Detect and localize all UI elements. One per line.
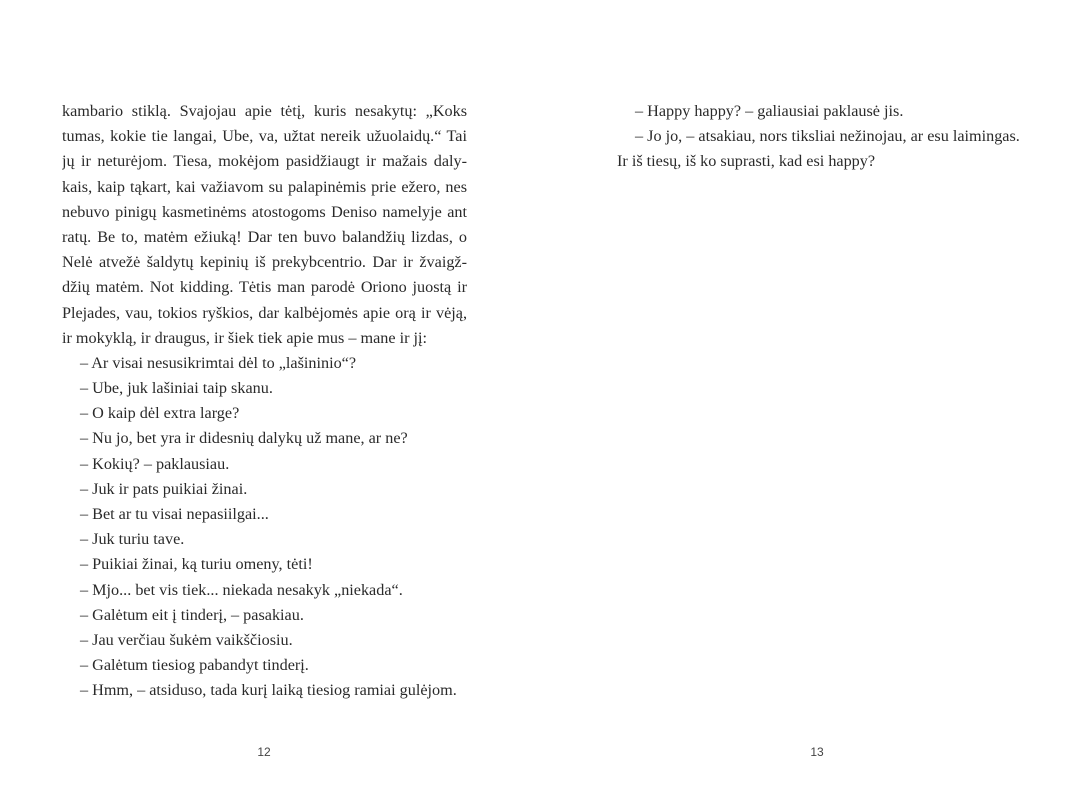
dialogue-line: – Jau verčiau šukėm vaikščiosiu.: [80, 630, 293, 649]
text-line: tumas, kokie tie langai, Ube, va, užtat nereik užuolaidų.“ Tai: [62, 127, 467, 146]
text-line: Ir iš tiesų, iš ko suprasti, kad esi happy?: [617, 152, 876, 171]
dialogue-line: – Galėtum tiesiog pabandyt tinderį.: [80, 656, 309, 675]
page-number-right: 13: [810, 745, 824, 759]
right-page-text: [617, 99, 1023, 175]
dialogue-line: – Nu jo, bet yra ir didesnių dalykų už mane, ar ne?: [80, 429, 408, 448]
dialogue-line: – Galėtum eit į tinderį, – pasakiau.: [80, 605, 304, 624]
text-line: Plejades, vau, tokios ryškios, dar kalbėjomės apie orą ir vėją,: [62, 303, 467, 322]
text-line: ratų. Be to, matėm ežiuką! Dar ten buvo balandžių lizdas, o: [62, 227, 467, 246]
dialogue-line: – Juk turiu tave.: [80, 530, 185, 549]
dialogue-line: – O kaip dėl extra large?: [80, 404, 240, 423]
dialogue-line: – Mjo... bet vis tiek... niekada nesakyk „niekada“.: [80, 580, 403, 599]
dialogue-line: – Ar visai nesusikrimtai dėl to „lašininio“?: [80, 353, 357, 372]
text-line: kais, kaip tąkart, kai važiavom su palapinėmis prie ežero, nes: [62, 177, 467, 196]
text-line: kambario stiklą. Svajojau apie tėtį, kuris nesakytų: „Koks: [62, 102, 467, 120]
dialogue-line: – Kokių? – paklausiau.: [80, 454, 230, 473]
right-page: [541, 0, 1083, 801]
dialogue-line: – Happy happy? – galiausiai paklausė jis.: [635, 102, 904, 120]
dialogue-line: – Hmm, – atsiduso, tada kurį laiką tiesiog ramiai gulėjom.: [80, 681, 457, 700]
dialogue-line: – Bet ar tu visai nepasiilgai...: [80, 505, 269, 523]
text-line: nebuvo pinigų kasmetinėms atostogoms Deniso namelyje ant: [62, 202, 467, 221]
text-line: Nelė atvežė šaldytų kepinių iš prekybcentrio. Dar ir žvaigž-: [62, 253, 467, 272]
dialogue-line: – Juk ir pats puikiai žinai.: [80, 479, 248, 498]
dialogue-line: – Jo jo, – atsakiau, nors tiksliai nežinojau, ar esu laimingas.: [635, 127, 1020, 146]
page-number-left: 12: [257, 745, 271, 759]
left-page: [0, 0, 541, 801]
left-page-text: [62, 99, 467, 704]
text-line: jų ir neturėjom. Tiesa, mokėjom pasidžiaugt ir mažais daly-: [62, 152, 467, 171]
text-line: džių matėm. Not kidding. Tėtis man parodė Oriono juostą ir: [62, 278, 467, 297]
text-line: ir mokyklą, ir draugus, ir šiek tiek apie mus – mane ir jį:: [62, 328, 428, 347]
dialogue-line: – Puikiai žinai, ką turiu omeny, tėti!: [80, 555, 313, 574]
dialogue-line: – Ube, juk lašiniai taip skanu.: [80, 379, 273, 398]
